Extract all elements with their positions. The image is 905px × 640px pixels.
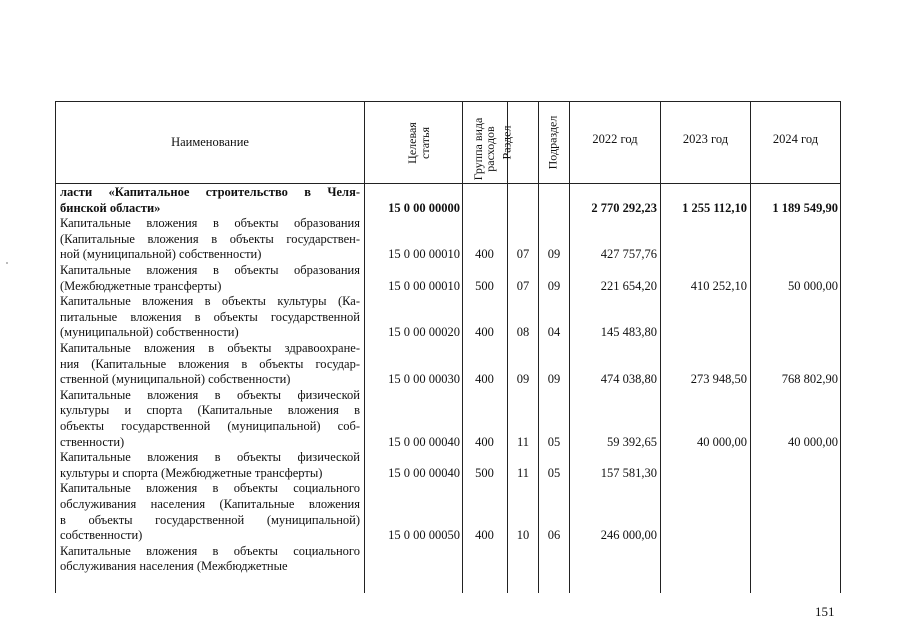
cell-2024: 40 000,00: [788, 434, 838, 449]
col-border-8: [840, 101, 841, 593]
row-name-line: Капитальные вложения в объекты культуры (Ка-: [60, 294, 360, 309]
row-name: [60, 294, 360, 341]
cell-group: 500: [475, 278, 494, 293]
row-name: [60, 263, 360, 294]
cell-section: 11: [516, 465, 530, 480]
row-name-line: Капитальные вложения в объекты образования: [60, 263, 360, 277]
cell-target: 15 0 00 00030: [388, 372, 460, 387]
row-name-line: культуры и спорта (Межбюджетные трансферты): [60, 465, 323, 480]
cell-group: 400: [475, 372, 494, 387]
col-border-0: [55, 101, 56, 593]
row-name: [60, 450, 360, 481]
row-name-line: культуры и спорта (Капитальные вложения в: [60, 403, 360, 418]
cell-group: 400: [475, 247, 494, 262]
header-group-text: Группа вида расходов: [471, 117, 497, 181]
row-name: [60, 341, 360, 388]
row-name-line: ния (Капитальные вложения в объекты государ-: [60, 356, 360, 371]
row-name-line: ственности): [60, 434, 125, 449]
row-name-line: Капитальные вложения в объекты социального: [60, 481, 360, 496]
row-name-line: питальные вложения в объекты государственной: [60, 309, 360, 324]
row-name-line: обслуживания населения (Межбюджетные: [60, 559, 288, 574]
col-border-7: [750, 101, 751, 593]
header-2022: 2022 год: [592, 132, 638, 146]
table-top-border: [55, 101, 841, 102]
cell-2024: 1 189 549,90: [772, 200, 838, 215]
cell-subsection: 05: [547, 434, 561, 449]
row-name: [60, 388, 360, 450]
cell-2023: 410 252,10: [690, 278, 747, 293]
cell-2022: 221 654,20: [600, 278, 657, 293]
cell-group: 400: [475, 434, 494, 449]
row-name-line: (Капитальные вложения в объекты государствен-: [60, 231, 360, 246]
cell-section: 07: [516, 247, 530, 262]
row-name-line: Капитальные вложения в объекты физической: [60, 387, 360, 402]
cell-target: 15 0 00 00020: [388, 325, 460, 340]
row-name: [60, 481, 360, 543]
page-number: 151: [815, 604, 835, 619]
row-name-line: ной (муниципальной) собственности): [60, 247, 262, 262]
cell-section: 09: [516, 372, 530, 387]
row-name-line: Капитальные вложения в объекты социального: [60, 543, 360, 558]
cell-subsection: 09: [547, 372, 561, 387]
cell-group: 400: [475, 528, 494, 543]
cell-group: 500: [475, 465, 494, 480]
cell-2024: 50 000,00: [788, 278, 838, 293]
row-name-line: Капитальные вложения в объекты здравоохране-: [60, 341, 360, 355]
cell-target: 15 0 00 00040: [388, 434, 460, 449]
cell-section: 11: [516, 434, 530, 449]
cell-section: 07: [516, 278, 530, 293]
cell-section: 08: [516, 325, 530, 340]
header-name: Наименование: [171, 135, 249, 149]
cell-subsection: 05: [547, 465, 561, 480]
row-name-line: в объекты государственной (муниципальной): [60, 512, 360, 527]
header-expense-group: [472, 114, 498, 184]
cell-target: 15 0 00 00010: [388, 278, 460, 293]
cell-target: 15 0 00 00050: [388, 528, 460, 543]
row-name-line: бинской области»: [60, 200, 161, 215]
row-name-line: объекты государственной (муниципальной) соб-: [60, 418, 360, 433]
cell-2023: 1 255 112,10: [682, 200, 747, 215]
header-2023: 2023 год: [682, 132, 729, 146]
cell-2022: 474 038,80: [600, 372, 657, 387]
cell-target: 15 0 00 00040: [388, 465, 460, 480]
header-subsection: Подраздел: [545, 115, 560, 170]
row-name: [60, 185, 360, 216]
header-target-article: [405, 108, 432, 178]
header-target-text: Целевая статья: [405, 122, 432, 164]
cell-2022: 59 392,65: [607, 434, 657, 449]
header-bottom-border: [55, 183, 841, 184]
row-name-line: Капитальные вложения в объекты физической: [60, 450, 360, 465]
cell-2023: 273 948,50: [690, 372, 747, 387]
row-name-line: (Межбюджетные трансферты): [60, 278, 222, 293]
cell-subsection: 04: [547, 325, 561, 340]
cell-subsection: 09: [547, 278, 561, 293]
cell-2022: 157 581,30: [600, 465, 657, 480]
col-border-4: [538, 101, 539, 593]
row-name: [60, 216, 360, 263]
col-border-2: [462, 101, 463, 593]
header-2024: 2024 год: [772, 132, 819, 146]
header-section: Раздел: [499, 125, 514, 160]
cell-2023: 40 000,00: [697, 434, 747, 449]
row-name-line: ласти «Капитальное строительство в Челя-: [60, 185, 360, 199]
cell-target: 15 0 00 00000: [388, 200, 460, 215]
cell-target: 15 0 00 00010: [388, 247, 460, 262]
cell-subsection: 06: [547, 528, 561, 543]
col-border-3: [507, 101, 508, 593]
cell-2022: 145 483,80: [600, 325, 657, 340]
col-border-1: [364, 101, 365, 593]
col-border-6: [660, 101, 661, 593]
row-name-line: ственной (муниципальной) собственности): [60, 372, 291, 387]
row-name-line: (муниципальной) собственности): [60, 325, 239, 340]
cell-2022: 246 000,00: [600, 528, 657, 543]
cell-2022: 2 770 292,23: [591, 200, 657, 215]
col-border-5: [569, 101, 570, 593]
cell-subsection: 09: [547, 247, 561, 262]
row-name-line: обслуживания населения (Капитальные вложения: [60, 496, 360, 511]
scan-dot: [6, 262, 8, 264]
row-name: [60, 544, 360, 575]
row-name-line: собственности): [60, 528, 143, 543]
cell-2024: 768 802,90: [781, 372, 838, 387]
cell-2022: 427 757,76: [600, 247, 657, 262]
row-name-line: Капитальные вложения в объекты образования: [60, 216, 360, 231]
cell-group: 400: [475, 325, 494, 340]
cell-section: 10: [516, 528, 530, 543]
